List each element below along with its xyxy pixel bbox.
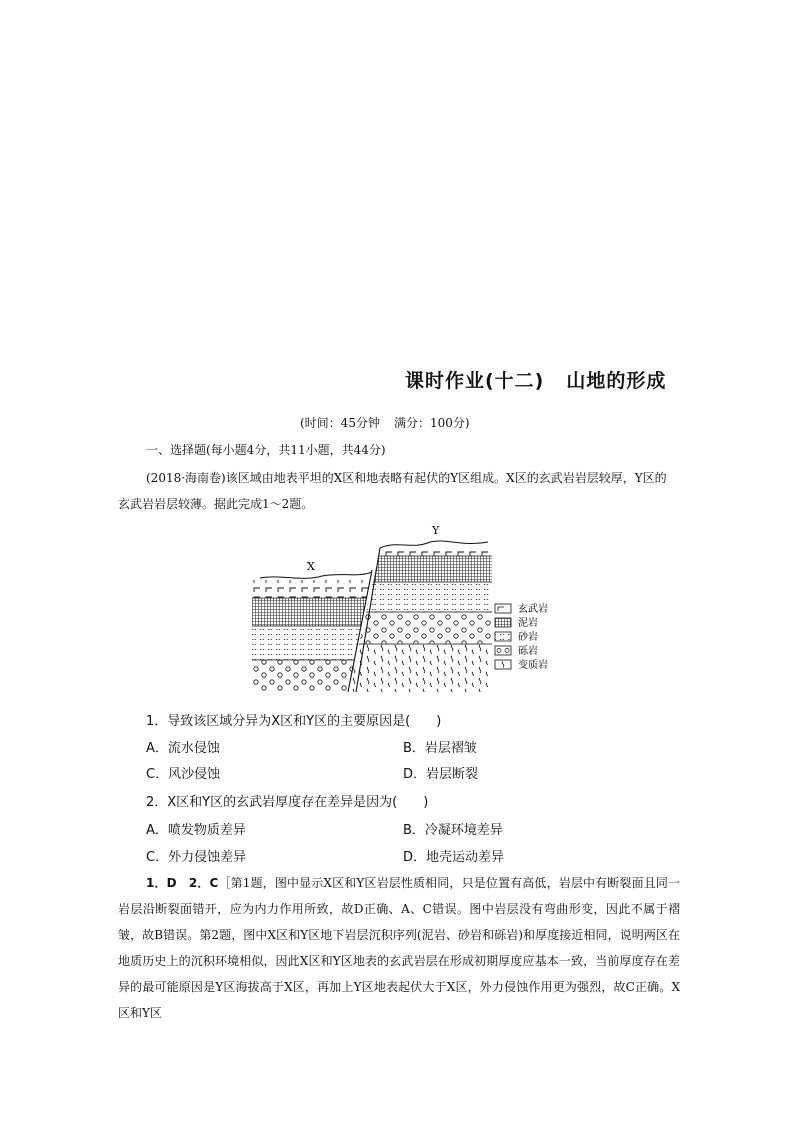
legend-conglomerate: 砾岩 [518, 646, 538, 657]
page-title [405, 366, 666, 393]
geologic-cross-section [252, 522, 572, 694]
title-main: 课时作业(十二) [405, 370, 545, 392]
legend-swatch-basalt [495, 604, 511, 613]
legend-swatch-mudstone [495, 618, 511, 627]
title-sub: 山地的形成 [566, 370, 667, 392]
time-limit: (时间：45分钟 [300, 416, 380, 430]
label-y: Y [432, 524, 440, 537]
label-x: X [307, 560, 315, 573]
question-2-option-a: A．喷发物质差异 [146, 823, 246, 838]
question-1-option-c: C．风沙侵蚀 [146, 767, 221, 782]
legend-swatch-sandstone [495, 632, 511, 641]
intro-paragraph: (2018·海南卷)该区域由地表平坦的X区和地表略有起伏的Y区组成。X区的玄武岩岩层较厚，Y区的玄武岩岩层较薄。据此完成1～2题。 [118, 471, 667, 511]
legend-mudstone: 泥岩 [518, 618, 538, 629]
geology-figure [252, 522, 572, 698]
exam-meta [300, 414, 470, 431]
legend [495, 602, 548, 671]
legend-basalt: 玄武岩 [518, 604, 548, 615]
question-1-option-d: D．岩层断裂 [403, 767, 479, 782]
question-2-option-b: B．冷凝环境差异 [403, 823, 503, 838]
question-1-option-b: B．岩层褶皱 [403, 741, 477, 756]
question-2-option-c: C．外力侵蚀差异 [146, 850, 247, 865]
question-1-option-a: A．流水侵蚀 [146, 741, 220, 756]
question-2-stem: 2．X区和Y区的玄武岩厚度存在差异是因为( ) [146, 795, 429, 810]
answer-text: ［第1题，图中显示X区和Y区岩层性质相同，只是位置有高低，岩层中有断裂面且同一岩层沿断裂面错开，应为内力作用所致，故D正确、A、C错误。图中岩层没有弯曲形变，因此不属于褶皱，故B错误。第2题，图中X区和Y区地下岩层沉积序列(泥岩、砂岩和砾岩)和厚度接近相同，说明两区在地质历史上的沉积环境相似，因此X区和Y区地表的玄武岩层在形成初期厚度应基本一致，当前厚度存在差异的最可能原因是Y区海拔高于X区，再加上Y区地表起伏大于X区，外力侵蚀作用更为强烈，故C正确。X区和Y区 [118, 876, 680, 1020]
answer-explanation [118, 870, 680, 1026]
question-2-option-d: D．地壳运动差异 [403, 850, 505, 865]
legend-sandstone: 砂岩 [518, 632, 538, 643]
legend-swatch-conglomerate [495, 646, 511, 655]
legend-metamorphic: 变质岩 [518, 660, 548, 671]
y-block-layers [342, 544, 492, 694]
answer-keys: 1．D 2．C [146, 876, 219, 890]
section-heading: 一、选择题(每小题4分，共11小题，共44分) [146, 443, 386, 457]
full-score: 满分：100分) [393, 416, 470, 430]
question-1-stem: 1．导致该区域分异为X区和Y区的主要原因是( ) [146, 714, 442, 729]
